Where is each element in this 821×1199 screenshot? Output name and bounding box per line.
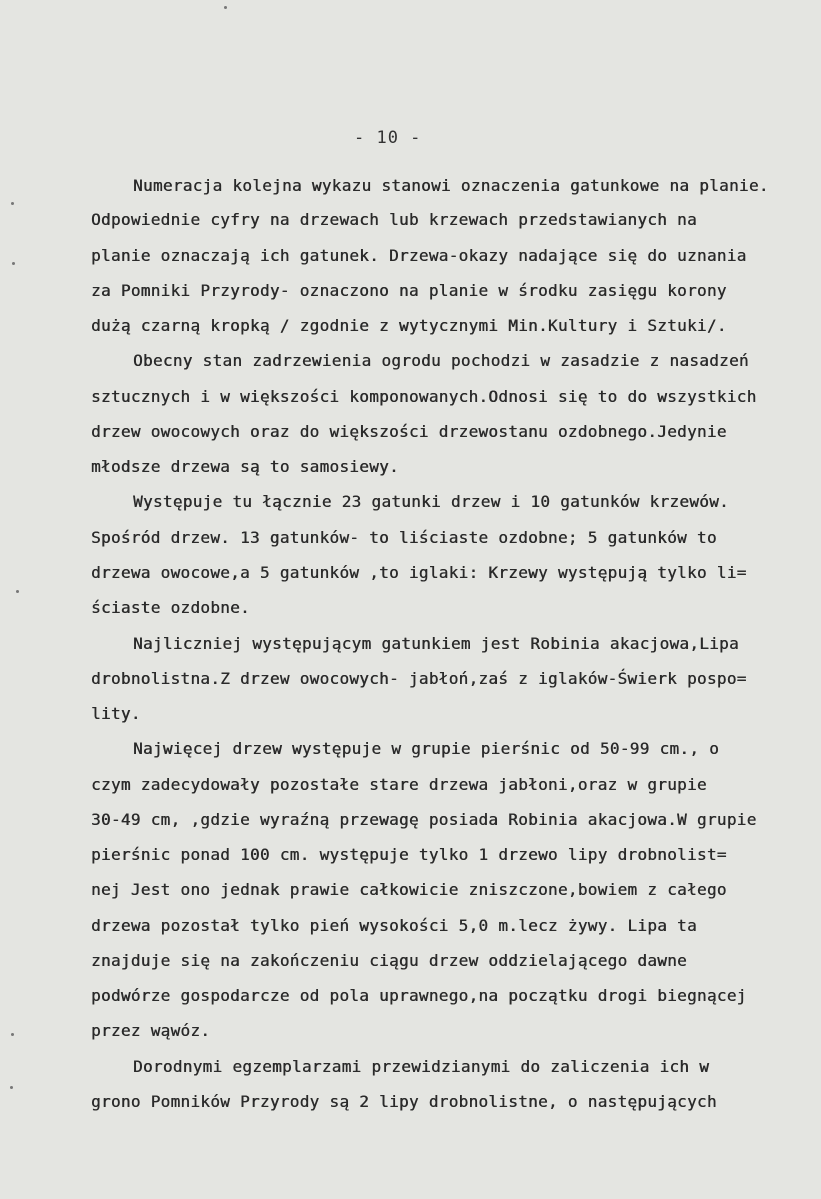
margin-dot bbox=[11, 202, 14, 205]
text-line: pierśnic ponad 100 cm. występuje tylko 1 drzewo lipy drobnolist= bbox=[91, 845, 727, 864]
margin-dot bbox=[10, 1086, 13, 1089]
text-line: przez wąwóz. bbox=[91, 1021, 211, 1040]
text-line: ściaste ozdobne. bbox=[91, 598, 250, 617]
text-line: znajduje się na zakończeniu ciągu drzew oddzielającego dawne bbox=[91, 951, 687, 970]
margin-dot bbox=[11, 1033, 14, 1036]
text-line: Najliczniej występującym gatunkiem jest Robinia akacjowa,Lipa bbox=[133, 634, 739, 653]
margin-dot bbox=[16, 590, 19, 593]
text-line: czym zadecydowały pozostałe stare drzewa jabłoni,oraz w grupie bbox=[91, 775, 707, 794]
text-line: grono Pomników Przyrody są 2 lipy drobnolistne, o następujących bbox=[91, 1092, 717, 1111]
text-line: Odpowiednie cyfry na drzewach lub krzewach przedstawianych na bbox=[91, 210, 697, 229]
text-line: dużą czarną kropką / zgodnie z wytycznymi Min.Kultury i Sztuki/. bbox=[91, 316, 727, 335]
text-line: drzewa owocowe,a 5 gatunków ,to iglaki: Krzewy występują tylko li= bbox=[91, 563, 747, 582]
text-line: podwórze gospodarcze od pola uprawnego,na początku drogi biegnącej bbox=[91, 986, 747, 1005]
text-line: drzew owocowych oraz do większości drzewostanu ozdobnego.Jedynie bbox=[91, 422, 727, 441]
text-line: sztucznych i w większości komponowanych.Odnosi się to do wszystkich bbox=[91, 387, 757, 406]
text-line: Obecny stan zadrzewienia ogrodu pochodzi w zasadzie z nasadzeń bbox=[133, 351, 749, 370]
text-line: za Pomniki Przyrody- oznaczono na planie w środku zasięgu korony bbox=[91, 281, 727, 300]
text-line: 30-49 cm, ,gdzie wyraźną przewagę posiada Robinia akacjowa.W grupie bbox=[91, 810, 757, 829]
text-line: drzewa pozostał tylko pień wysokości 5,0 m.lecz żywy. Lipa ta bbox=[91, 916, 697, 935]
text-line: lity. bbox=[91, 704, 141, 723]
text-line: Najwięcej drzew występuje w grupie pierśnic od 50-99 cm., o bbox=[133, 739, 720, 758]
text-line: Występuje tu łącznie 23 gatunki drzew i 10 gatunków krzewów. bbox=[133, 492, 729, 511]
text-line: drobnolistna.Z drzew owocowych- jabłoń,zaś z iglaków-Świerk pospo= bbox=[91, 669, 747, 688]
margin-dot bbox=[12, 262, 15, 265]
text-line: Spośród drzew. 13 gatunków- to liściaste ozdobne; 5 gatunków to bbox=[91, 528, 717, 547]
page-number: - 10 - bbox=[354, 128, 422, 148]
margin-dot bbox=[224, 6, 227, 9]
text-line: młodsze drzewa są to samosiewy. bbox=[91, 457, 399, 476]
text-line: nej Jest ono jednak prawie całkowicie zniszczone,bowiem z całego bbox=[91, 880, 727, 899]
text-line: planie oznaczają ich gatunek. Drzewa-okazy nadające się do uznania bbox=[91, 246, 747, 265]
text-line: Dorodnymi egzemplarzami przewidzianymi do zaliczenia ich w bbox=[133, 1057, 710, 1076]
text-line: Numeracja kolejna wykazu stanowi oznaczenia gatunkowe na planie. bbox=[133, 176, 769, 195]
